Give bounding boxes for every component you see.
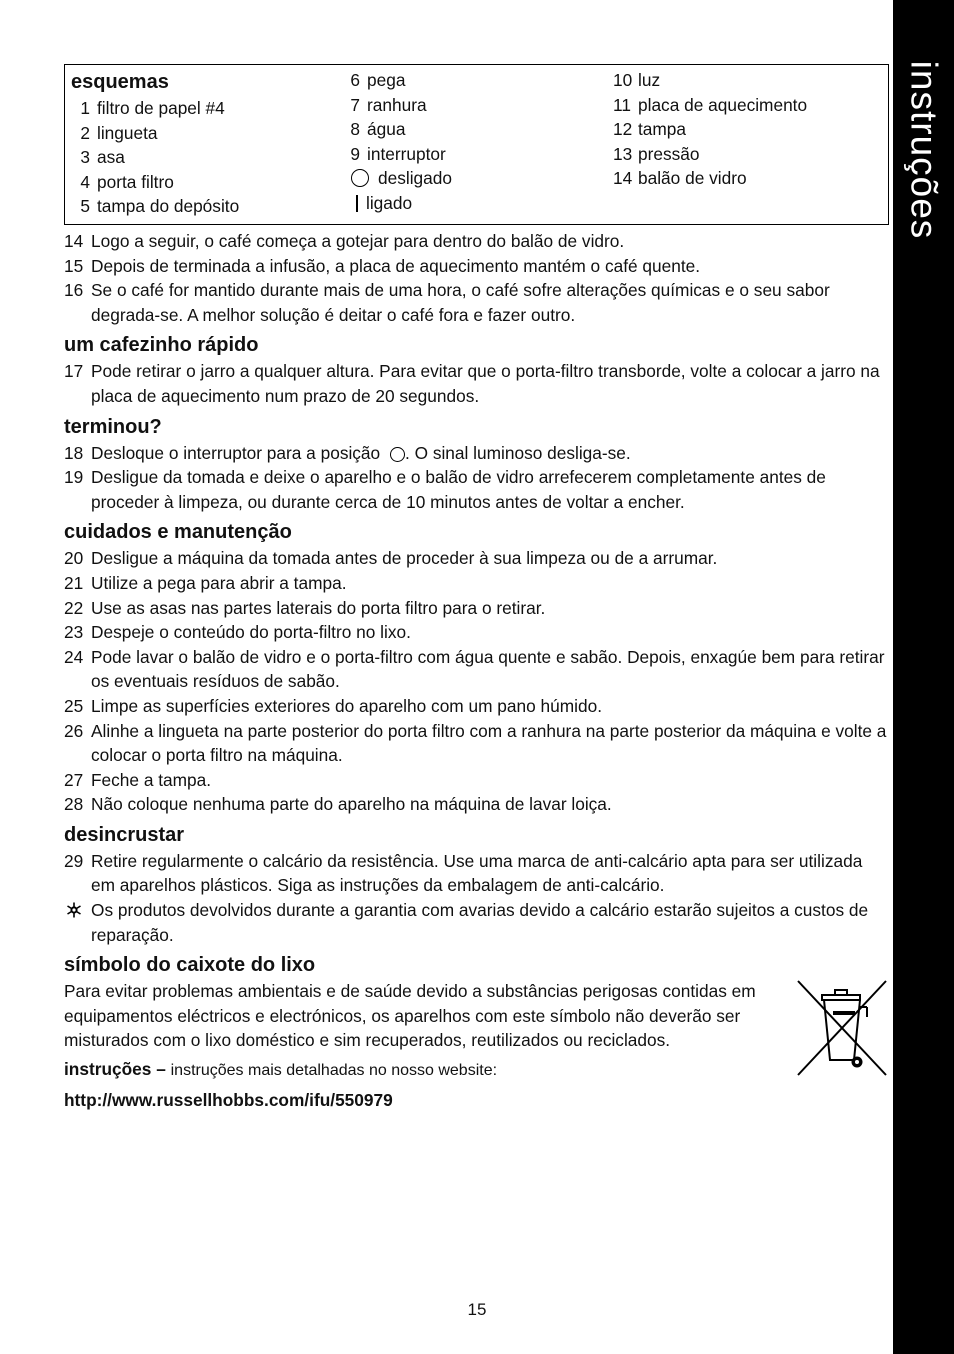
item-text: Se o café for mantido durante mais de uma hora, o café sofre alterações químicas e o seu sabor degrada-se. A melhor solução é deitar o café fora e fazer outro. [91, 280, 830, 325]
part-label: porta filtro [97, 171, 174, 192]
part-number: 10 [613, 70, 633, 90]
part-number: 7 [350, 94, 360, 115]
list-item [64, 596, 890, 621]
item-number: 15 [64, 255, 84, 276]
list-item [64, 792, 890, 817]
parts-list-item [613, 93, 807, 118]
parts-list-item [613, 117, 807, 142]
parts-column-3 [613, 68, 807, 191]
item-text: Logo a seguir, o café começa a gotejar para dentro do balão de vidro. [91, 231, 625, 251]
part-number: 14 [613, 168, 633, 189]
list-item [64, 849, 890, 898]
part-label: desligado [378, 168, 452, 189]
page-number: 15 [467, 1300, 487, 1319]
parts-list-item [350, 142, 452, 167]
item-number: 24 [64, 646, 84, 667]
part-number: 9 [350, 143, 360, 164]
item-number: 22 [64, 597, 84, 618]
item-text: Desligue a máquina da tomada antes de proceder à sua limpeza ou de a arrumar. [91, 548, 718, 569]
item-number: 20 [64, 548, 84, 569]
list-item [64, 694, 890, 719]
part-label: interruptor [367, 143, 446, 164]
parts-legend-box [64, 64, 889, 225]
part-number: 5 [80, 196, 90, 217]
part-number: 11 [613, 94, 631, 115]
part-number: 6 [350, 70, 360, 90]
part-label: tampa do depósito [97, 196, 240, 217]
list-item [64, 620, 890, 645]
parts-list-item [350, 93, 452, 118]
item-number: 27 [64, 769, 84, 790]
item-text: Pode retirar o jarro a qualquer altura. Para evitar que o porta-filtro transborde, volte a colocar a jarro na placa de aquecimento num prazo de 20 segundos. [91, 361, 880, 406]
part-label: placa de aquecimento [638, 94, 808, 115]
part-number: 4 [80, 171, 90, 192]
parts-column-1 [71, 68, 239, 219]
item-text: Não coloque nenhuma parte do aparelho na máquina de lavar loiça. [91, 794, 612, 815]
off-symbol-icon [390, 447, 405, 462]
item-text: Pode lavar o balão de vidro e o porta-filtro com água quente e sabão. Depois, enxagúe bem para retirar os eventuais resíduos de sabão. [91, 646, 885, 692]
part-number: 1 [80, 98, 90, 118]
sidebar-title: instruções [903, 60, 944, 240]
parts-list-item [350, 191, 452, 216]
main-content [64, 229, 890, 1112]
parts-list-item [71, 121, 239, 146]
instructions-label: instruções – [64, 1059, 166, 1080]
part-label: ranhura [367, 94, 427, 115]
item-number: 23 [64, 622, 84, 643]
part-label: ligado [366, 192, 413, 213]
list-item [64, 359, 890, 408]
part-number: 12 [613, 119, 633, 140]
item-text: Limpe as superfícies exteriores do aparelho com um pano húmido. [91, 695, 603, 716]
parts-list-item [350, 68, 452, 93]
list-item [64, 254, 890, 279]
parts-list-item [71, 145, 239, 170]
list-item [64, 278, 890, 327]
part-label: luz [638, 70, 661, 90]
item-number: 18 [64, 442, 84, 463]
item-text: Retire regularmente o calcário da resistência. Use uma marca de anti-calcário apta para ser utilizada em aparelhos plásticos. Siga as instruções da embalagem de anti-calcário. [91, 850, 863, 896]
item-text: Desloque o interruptor para a posição [91, 442, 381, 463]
part-label: balão de vidro [638, 168, 747, 189]
section-heading-bin: símbolo do caixote do lixo [64, 954, 316, 977]
item-number: 28 [64, 794, 84, 815]
item-text: Despeje o conteúdo do porta-filtro no lixo. [91, 622, 411, 643]
item-number: 14 [64, 231, 84, 251]
on-symbol-icon [356, 195, 358, 212]
parts-column-2 [350, 68, 452, 216]
parts-list-item [350, 117, 452, 142]
section-heading-care: cuidados e manutenção [64, 521, 292, 544]
bin-text: Para evitar problemas ambientais e de saúde devido a substâncias perigosas contidas em equipamentos eléctricos e electrónicos, os aparelhos com este símbolo não deverão ser misturados com o lixo doméstico e sim recuperados, reutilizados ou reciclados. [64, 981, 756, 1051]
parts-list-item [350, 166, 452, 191]
list-item [64, 441, 890, 466]
list-item [64, 546, 890, 571]
warning-item [64, 898, 890, 947]
item-number: 16 [64, 280, 84, 301]
off-symbol-icon [351, 169, 369, 187]
part-label: pega [367, 70, 406, 90]
item-number: 21 [64, 572, 84, 593]
instructions-line [64, 1057, 890, 1084]
part-label: água [367, 119, 406, 140]
list-item [64, 229, 890, 254]
item-text: Feche a tampa. [91, 769, 212, 790]
item-text: Utilize a pega para abrir a tampa. [91, 572, 347, 593]
item-number: 26 [64, 720, 84, 741]
item-number: 25 [64, 695, 84, 716]
list-item [64, 645, 890, 694]
parts-list-item [613, 68, 807, 93]
sidebar-tab [893, 0, 954, 1354]
warning-star-icon [66, 902, 82, 918]
item-text: Desligue da tomada e deixe o aparelho e o balão de vidro arrefecerem completamente antes de proceder à limpeza, ou durante cerca de 10 minutos antes de voltar a encher. [91, 467, 826, 512]
warning-text: Os produtos devolvidos durante a garantia com avarias devido a calcário estarão sujeitos a custos de reparação. [91, 900, 869, 945]
list-item [64, 719, 890, 768]
parts-list-item [71, 170, 239, 195]
part-number: 8 [350, 119, 360, 140]
list-item [64, 571, 890, 596]
item-text: Alinhe a lingueta na parte posterior do porta filtro com a ranhura na parte posterior da máquina e volte a colocar o porta filtro na máquina. [91, 720, 887, 766]
section-heading-finished: terminou? [64, 415, 162, 438]
item-number: 17 [64, 361, 84, 382]
parts-list-item [613, 166, 807, 191]
parts-heading: esquemas [71, 71, 169, 93]
bin-paragraph [64, 979, 890, 1053]
parts-list-item [71, 96, 239, 121]
instructions-text: instruções mais detalhadas no nosso website: [170, 1062, 498, 1080]
parts-list-item [71, 194, 239, 219]
item-number: 29 [64, 850, 84, 871]
part-label: filtro de papel #4 [97, 98, 225, 118]
part-label: pressão [638, 143, 700, 164]
list-item [64, 768, 890, 793]
part-label: lingueta [97, 122, 158, 143]
part-number: 13 [613, 143, 633, 164]
part-label: tampa [638, 119, 687, 140]
part-number: 2 [80, 122, 90, 143]
website-link[interactable]: http://www.russellhobbs.com/ifu/550979 [64, 1089, 393, 1110]
list-item [64, 465, 890, 514]
item-number: 19 [64, 467, 84, 488]
item-text-after: . O sinal luminoso desliga-se. [404, 442, 631, 463]
part-label: asa [97, 147, 125, 168]
item-text: Use as asas nas partes laterais do porta filtro para o retirar. [91, 597, 546, 618]
part-number: 3 [80, 147, 90, 168]
item-text: Depois de terminada a infusão, a placa de aquecimento mantém o café quente. [91, 255, 701, 276]
crossed-out-bin-icon [796, 977, 888, 1077]
parts-list-item [613, 142, 807, 167]
section-heading-quick: um cafezinho rápido [64, 334, 259, 357]
section-heading-descale: desincrustar [64, 823, 185, 846]
